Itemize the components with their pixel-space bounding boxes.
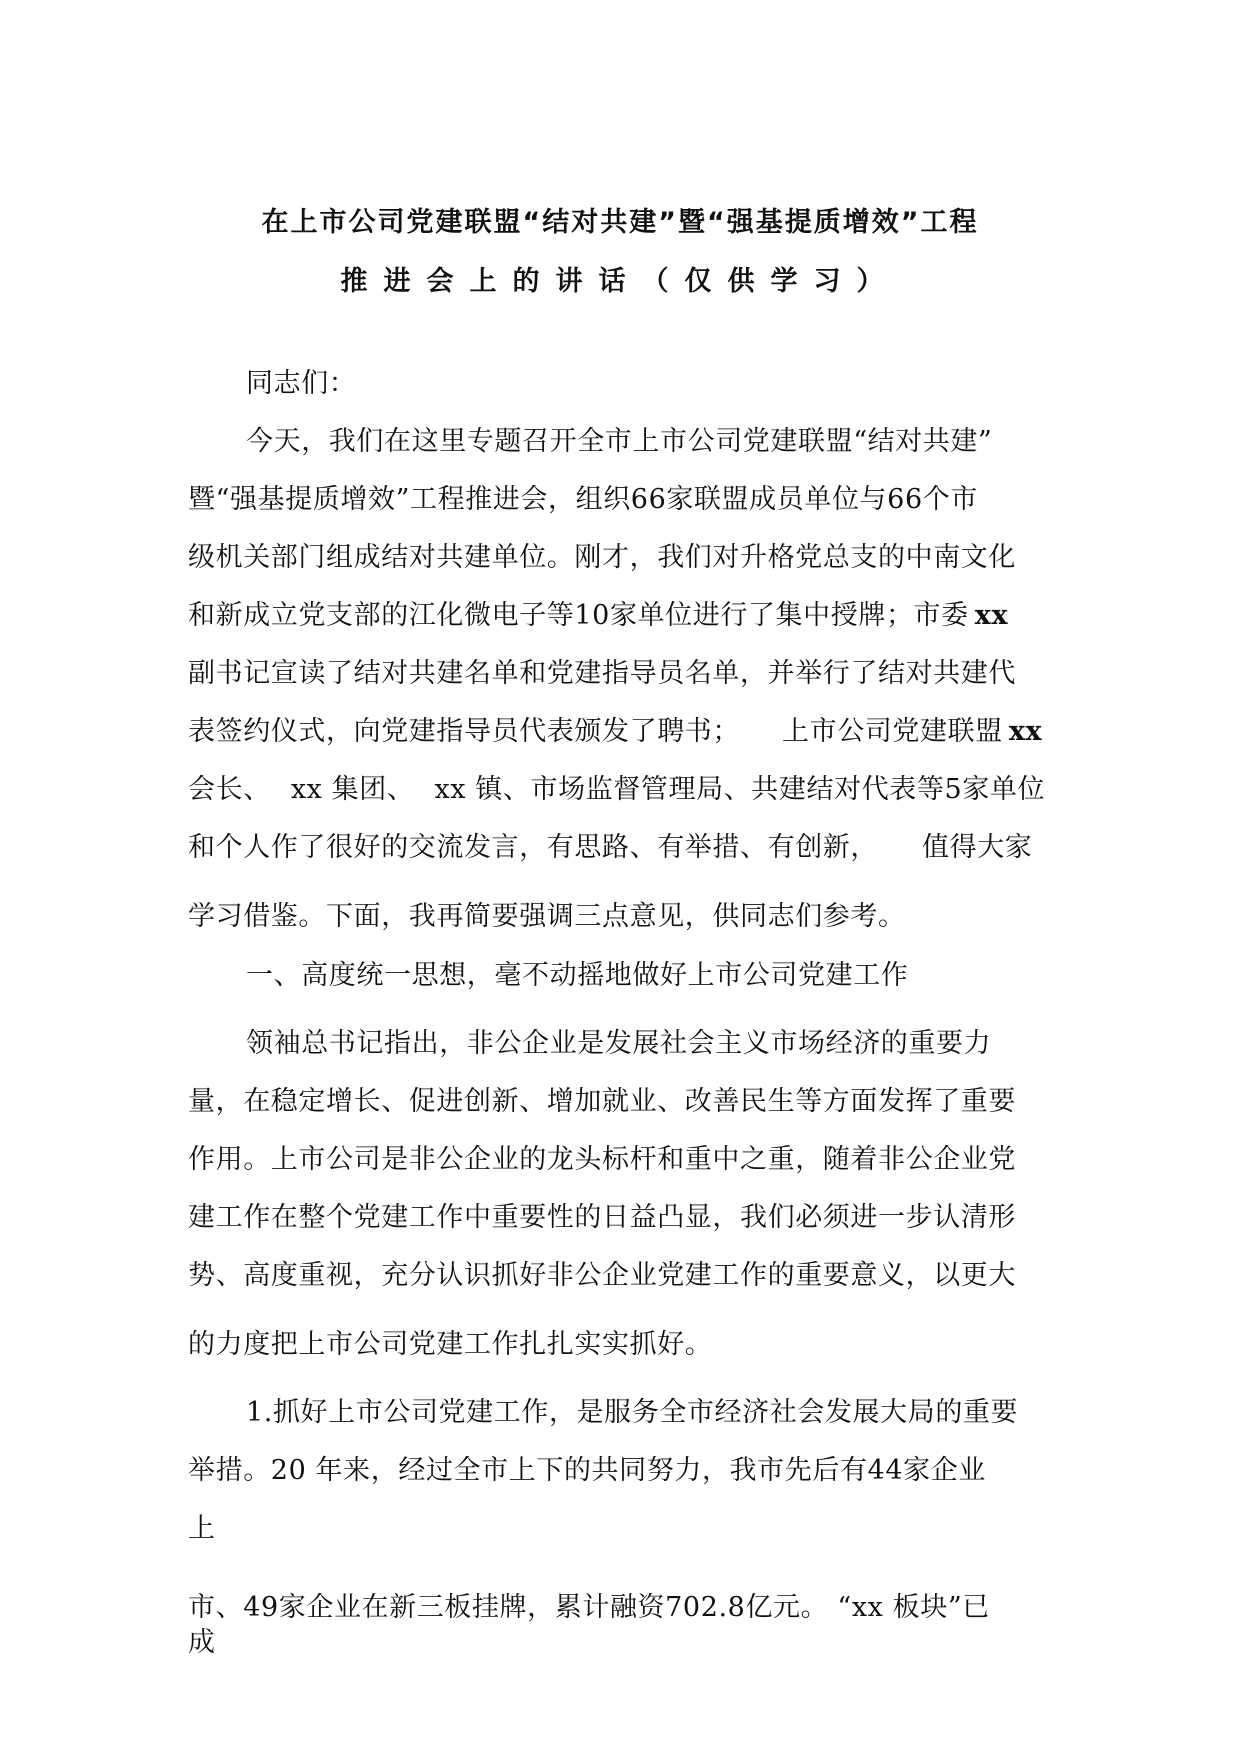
body-line: 量，在稳定增长、促进创新、增加就业、改善民生等方面发挥了重要 [188,1086,1016,1117]
body-line: 上 [188,1513,216,1544]
body-line [188,825,1032,864]
body-line: 级机关部门组成结对共建单位。刚才，我们对升格党总支的中南文化 [188,542,1016,573]
body-text: 和个人作了很好的交流发言，有思路、有举措、有创新， [188,832,878,863]
body-line: 举措。20 年来，经过全市上下的共同努力，我市先后有44家企业 [188,1455,986,1486]
body-text: 上市公司党建联盟 [782,716,1003,747]
body-text: 表签约仪式，向党建指导员代表颁发了聘书； [188,716,740,747]
body-line [188,709,1042,748]
section-heading: 一、高度统一思想，毫不动摇地做好上市公司党建工作 [246,960,909,991]
body-line: 1.抓好上市公司党建工作，是服务全市经济社会发展大局的重要 [246,1397,1019,1428]
body-text-bold: xx [974,600,1009,631]
body-text: xx 集团、 [290,774,415,805]
body-line: 市、49家企业在新三板挂牌，累计融资702.8亿元。 “xx 板块”已 [188,1592,990,1623]
body-line: 副书记宣读了结对共建名单和党建指导员名单，并举行了结对共建代 [188,658,1016,689]
body-line: 暨“强基提质增效”工程推进会，组织66家联盟成员单位与66个市 [188,484,978,515]
body-line: 领袖总书记指出，非公企业是发展社会主义市场经济的重要力 [246,1028,992,1059]
body-text: 会长、 [188,774,271,805]
document-title-line-2: 推进会上的讲话（仅供学习） [340,266,900,297]
body-line: 学习借鉴。下面，我再简要强调三点意见，供同志们参考。 [188,901,906,932]
salutation: 同志们： [246,368,357,399]
body-text: xx 镇、市场监督管理局、共建结对代表等5家单位 [434,774,1046,805]
body-text-bold: xx [1008,716,1043,747]
document-title-line-1: 在上市公司党建联盟“结对共建”暨“强基提质增效”工程 [261,207,979,238]
body-line [188,767,1045,806]
body-line: 成 [188,1627,216,1658]
body-line: 今天，我们在这里专题召开全市上市公司党建联盟“结对共建” [246,426,993,457]
body-line: 势、高度重视，充分认识抓好非公企业党建工作的重要意义，以更大 [188,1260,1016,1291]
body-text: 值得大家 [922,832,1033,863]
body-line: 建工作在整个党建工作中重要性的日益凸显，我们必须进一步认清形 [188,1202,1016,1233]
body-line: 的力度把上市公司党建工作扎扎实实抓好。 [188,1329,713,1360]
body-text: 和新成立党支部的江化微电子等10家单位进行了集中授牌；市委 [188,600,969,631]
body-line [188,593,1008,632]
body-line: 作用。上市公司是非公企业的龙头标杆和重中之重，随着非公企业党 [188,1144,1016,1175]
